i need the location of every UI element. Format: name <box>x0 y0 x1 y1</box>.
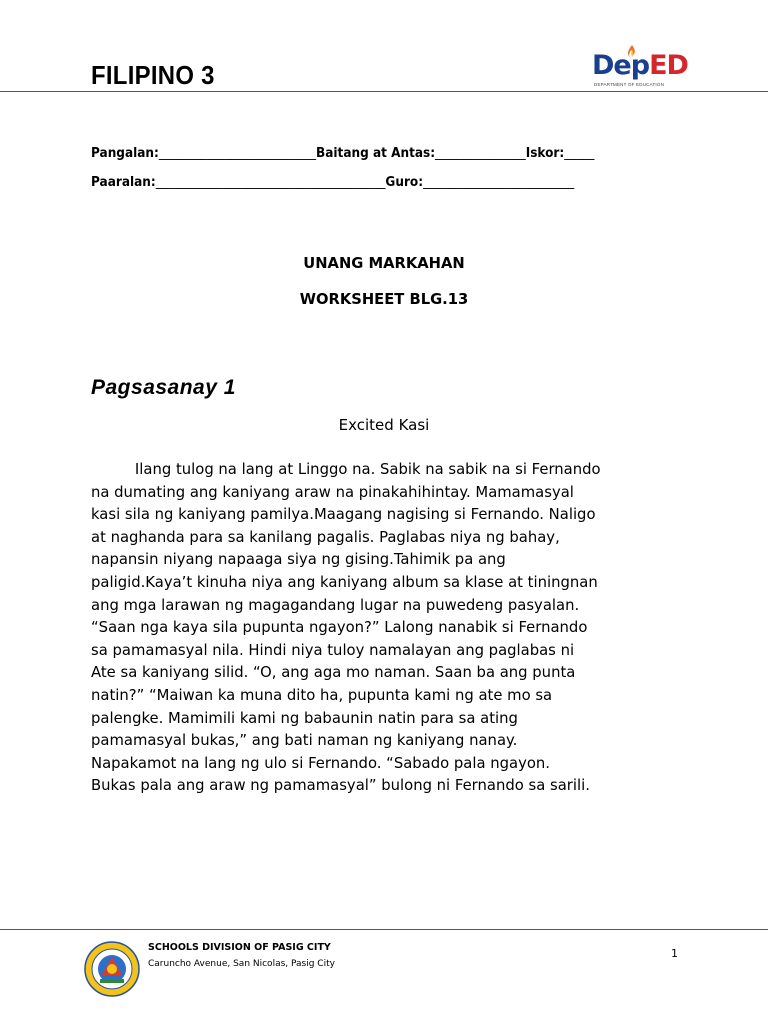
grade-blank[interactable]: _______________ <box>435 146 526 161</box>
story-line: at naghanda para sa kanilang pagalis. Paglabas niya ng bahay, <box>91 527 560 546</box>
story-line: Ate sa kaniyang silid. “O, ang aga mo naman. Saan ba ang punta <box>91 663 576 682</box>
teacher-blank[interactable]: _________________________ <box>423 175 575 190</box>
story-line: ang mga larawan ng magagandang lugar na puwedeng pasyalan. <box>91 595 580 614</box>
story-body <box>91 458 683 797</box>
division-name: SCHOOLS DIVISION OF PASIG CITY <box>148 942 331 953</box>
story-line: kasi sila ng kaniyang pamilya.Maagang nagising si Fernando. Naligo <box>91 505 596 524</box>
name-label: Pangalan: <box>91 146 159 161</box>
grade-label: Baitang at Antas: <box>316 146 436 161</box>
story-line: natin?” “Maiwan ka muna dito ha, pupunta kami ng ate mo sa <box>91 685 553 704</box>
division-address: Caruncho Avenue, San Nicolas, Pasig City <box>148 959 335 969</box>
division-seal-icon <box>84 941 140 997</box>
story-line: paligid.Kaya’t kinuha niya ang kaniyang album sa klase at tiningnan <box>91 572 598 591</box>
header-divider <box>0 91 768 92</box>
score-blank[interactable]: _____ <box>564 146 595 161</box>
school-blank[interactable]: ______________________________________ <box>155 175 386 190</box>
story-line: Ilang tulog na lang at Linggo na. Sabik na sabik na si Fernando <box>134 460 601 478</box>
story-line: palengke. Mamimili kami ng babaunin natin para sa ating <box>91 708 518 727</box>
teacher-label: Guro: <box>385 175 424 190</box>
footer-divider <box>0 929 768 930</box>
story-title: Excited Kasi <box>338 416 430 434</box>
story-line: sa pamamasyal nila. Hindi niya tuloy namalayan ang paglabas ni <box>91 640 575 659</box>
quarter-heading: UNANG MARKAHAN <box>303 254 465 272</box>
subject-title: FILIPINO 3 <box>91 60 215 90</box>
story-line: napansin niyang napaaga siya ng gising.Tahimik pa ang <box>91 550 506 569</box>
page-number: 1 <box>671 947 678 960</box>
story-line: Bukas pala ang araw ng pamamasyal” bulong ni Fernando sa sarili. <box>91 776 590 795</box>
school-info-row <box>91 175 574 190</box>
story-line: Napakamot na lang ng ulo si Fernando. “Sabado pala ngayon. <box>91 753 551 772</box>
story-line: pamamasyal bukas,” ang bati naman ng kaniyang nanay. <box>91 731 518 750</box>
name-blank[interactable]: __________________________ <box>158 146 317 161</box>
story-line: “Saan nga kaya sila pupunta ngayon?” Lalong nanabik si Fernando <box>91 618 588 637</box>
score-label: Iskor: <box>525 146 565 161</box>
deped-logo: DepED DEPARTMENT OF EDUCATION <box>590 44 690 92</box>
worksheet-heading: WORKSHEET BLG.13 <box>299 290 469 308</box>
story-line: na dumating ang kaniyang araw na pinakahihintay. Mamamasyal <box>91 482 574 501</box>
exercise-title: Pagsasanay 1 <box>91 376 236 399</box>
student-info-row <box>91 146 594 161</box>
school-label: Paaralan: <box>91 175 156 190</box>
